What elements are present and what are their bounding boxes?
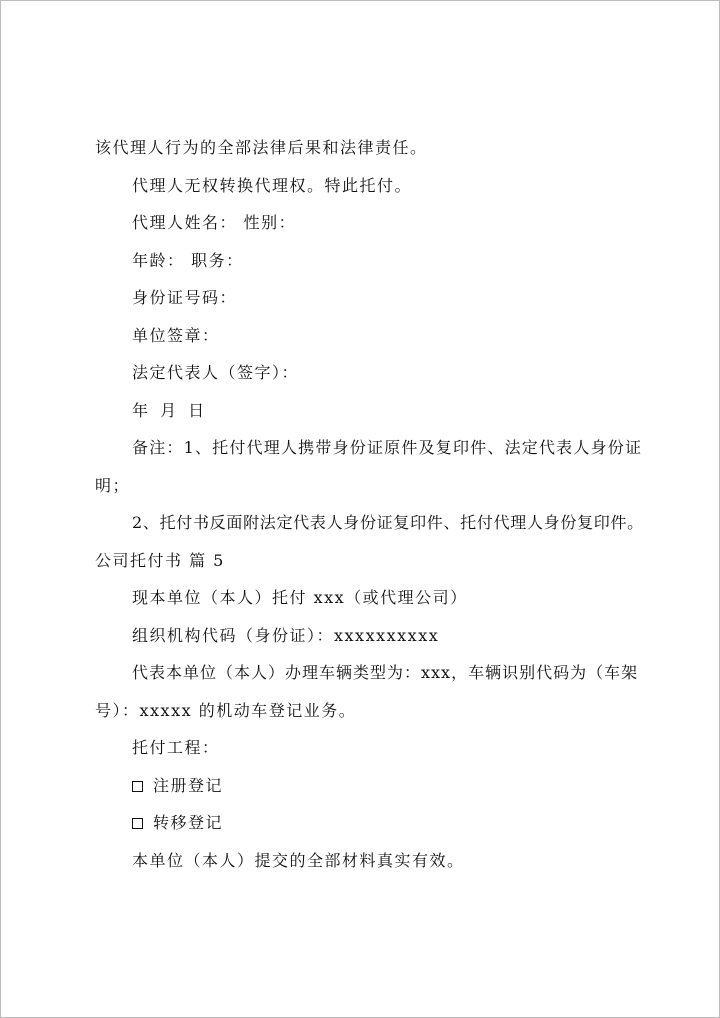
org-code-line: 组织机构代码（身份证）：xxxxxxxxxx bbox=[132, 626, 440, 645]
checkbox-icon bbox=[132, 818, 143, 829]
remark-item-2: 2、托付书反面附法定代表人身份证复印件、托付代理人身份复印件。 bbox=[132, 513, 644, 532]
text-line: 该代理人行为的全部法律后果和法律责任。 bbox=[95, 138, 428, 157]
section-title: 公司托付书 篇 5 bbox=[95, 551, 225, 570]
unit-seal-field-label: 单位签章： bbox=[132, 326, 220, 345]
remark-line: 备注：1、托付代理人携带身份证原件及复印件、法定代表人身份证 bbox=[132, 438, 643, 457]
legal-rep-signature-label: 法定代表人（签字）： bbox=[132, 363, 300, 382]
text-line: 代理人无权转换代理权。特此托付。 bbox=[132, 176, 413, 195]
checkbox-icon bbox=[132, 781, 143, 792]
date-field-label: 年 月 日 bbox=[132, 401, 206, 420]
text-line: 代表本单位（本人）办理车辆类型为：xxx，车辆识别代码为（车架 bbox=[132, 663, 639, 682]
checkbox-label: 注册登记 bbox=[153, 776, 224, 795]
id-number-field-label: 身份证号码： bbox=[132, 288, 238, 307]
text-line: 本单位（本人）提交的全部材料真实有效。 bbox=[132, 851, 465, 870]
text-line: 号）：xxxxx 的机动车登记业务。 bbox=[95, 701, 357, 720]
checkbox-item-registration bbox=[132, 776, 223, 796]
delegated-items-heading: 托付工程： bbox=[132, 738, 220, 757]
name-gender-field-label: 代理人姓名： 性别： bbox=[132, 213, 297, 232]
age-position-field-label: 年龄： 职务： bbox=[132, 251, 244, 270]
remark-line-continued: 明； bbox=[95, 476, 131, 495]
text-line: 现本单位（本人）托付 xxx（或代理公司） bbox=[132, 588, 468, 607]
checkbox-label: 转移登记 bbox=[153, 813, 224, 832]
checkbox-item-transfer bbox=[132, 813, 223, 833]
